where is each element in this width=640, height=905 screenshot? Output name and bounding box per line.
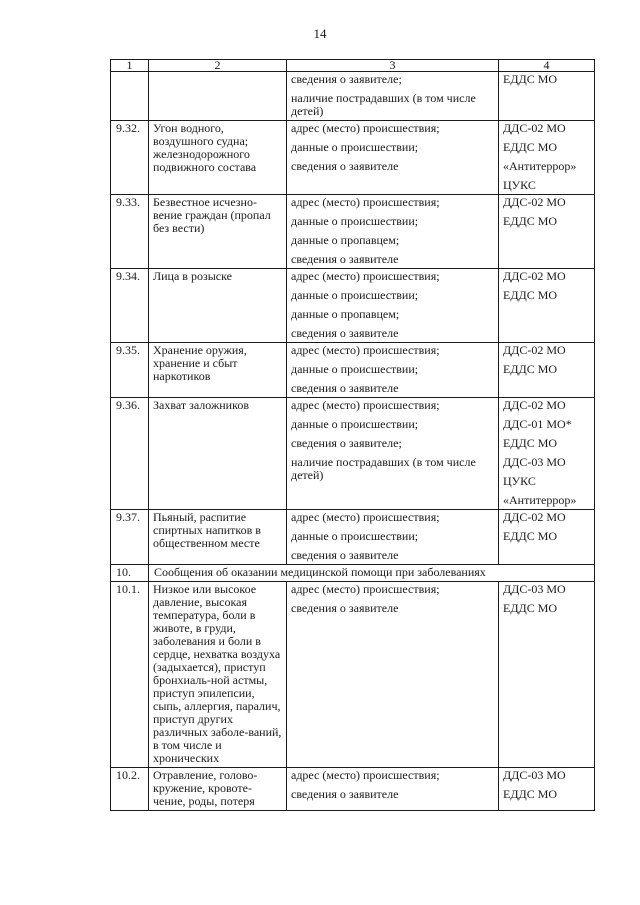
service-item: ДДС-03 МО [503, 455, 566, 469]
row-subject: Безвестное исчезно-вение граждан (пропал без вести) [149, 195, 287, 269]
info-item: адрес (место) происшествия; [291, 269, 440, 283]
header-col-3: 3 [287, 60, 499, 72]
info-item: сведения о заявителе [291, 381, 399, 395]
info-item: сведения о заявителе [291, 787, 399, 801]
row-number: 9.37. [111, 510, 149, 565]
row-number [111, 72, 149, 121]
row-info [287, 398, 499, 510]
info-item: наличие пострадавших (в том числе детей) [291, 455, 476, 482]
row-services [499, 72, 595, 121]
row-services [499, 269, 595, 343]
row-info [287, 72, 499, 121]
info-item: адрес (место) происшествия; [291, 768, 440, 782]
row-subject: Пьяный, распитие спиртных напитков в общественном месте [149, 510, 287, 565]
row-number: 10.1. [111, 582, 149, 768]
info-item: сведения о заявителе [291, 252, 399, 266]
row-number: 9.32. [111, 121, 149, 195]
row-info [287, 269, 499, 343]
row-subject: Захват заложников [149, 398, 287, 510]
info-item: сведения о заявителе [291, 326, 399, 340]
service-item: ЕДДС МО [503, 436, 558, 450]
service-item: ДДС-02 МО [503, 121, 566, 135]
table-row [111, 768, 595, 811]
table-row [111, 510, 595, 565]
row-subject [149, 72, 287, 121]
service-item: ДДС-02 МО [503, 398, 566, 412]
row-subject: Низкое или высокое давление, высокая температура, боли в животе, в груди, заболевания и боли в сердце, нехватка воздуха (задыхается), приступ бронхиаль-ной астмы, приступ эпилепсии, сыпь, аллергия, паралич, приступ других различных заболе-ваний, в том числе и хронических [149, 582, 287, 768]
info-item: сведения о заявителе; [291, 72, 402, 86]
table-row [111, 269, 595, 343]
row-number: 9.36. [111, 398, 149, 510]
service-item: ЦУКС [503, 474, 536, 488]
info-item: сведения о заявителе [291, 159, 399, 173]
table-row [111, 72, 595, 121]
page-number: 14 [313, 26, 327, 41]
service-item: ДДС-03 МО [503, 768, 566, 782]
table-body [111, 72, 595, 565]
info-item: адрес (место) происшествия; [291, 195, 440, 209]
service-item: ДДС-02 МО [503, 343, 566, 357]
header-col-4: 4 [499, 60, 595, 72]
row-number: 9.33. [111, 195, 149, 269]
section-number: 10. [111, 565, 149, 582]
service-item: ДДС-02 МО [503, 195, 566, 209]
service-item: ЕДДС МО [503, 72, 558, 86]
info-item: данные о пропавцем; [291, 233, 400, 247]
info-item: сведения о заявителе [291, 601, 399, 615]
row-services [499, 343, 595, 398]
service-item: ЕДДС МО [503, 362, 558, 376]
row-services [499, 768, 595, 811]
row-subject: Угон водного, воздушного судна; железнодорожного подвижного состава [149, 121, 287, 195]
services-table [110, 59, 595, 811]
row-info [287, 121, 499, 195]
info-item: данные о происшествии; [291, 417, 419, 431]
section-title: Сообщения об оказании медицинской помощи при заболеваниях [149, 565, 595, 582]
header-row [111, 60, 595, 72]
table-row [111, 582, 595, 768]
service-item: ЕДДС МО [503, 529, 558, 543]
row-subject: Хранение оружия, хранение и сбыт наркотиков [149, 343, 287, 398]
row-services [499, 510, 595, 565]
info-item: данные о происшествии; [291, 214, 419, 228]
service-item: ДДС-03 МО [503, 582, 566, 596]
info-item: сведения о заявителе [291, 548, 399, 562]
info-item: адрес (место) происшествия; [291, 121, 440, 135]
info-item: наличие пострадавших (в том числе детей) [291, 91, 476, 118]
row-services [499, 398, 595, 510]
table-row [111, 195, 595, 269]
row-services [499, 582, 595, 768]
row-services [499, 121, 595, 195]
row-subject: Лица в розыске [149, 269, 287, 343]
info-item: данные о происшествии; [291, 362, 419, 376]
info-item: данные о пропавцем; [291, 307, 400, 321]
row-info [287, 768, 499, 811]
info-item: данные о происшествии; [291, 140, 419, 154]
service-item: ЕДДС МО [503, 140, 558, 154]
section-row [111, 565, 595, 582]
row-subject: Отравление, голово-кружение, кровоте-чение, роды, потеря [149, 768, 287, 811]
service-item: ЦУКС [503, 178, 536, 192]
row-info [287, 582, 499, 768]
row-services [499, 195, 595, 269]
info-item: адрес (место) происшествия; [291, 582, 440, 596]
service-item: ЕДДС МО [503, 288, 558, 302]
row-number: 10.2. [111, 768, 149, 811]
service-item: ЕДДС МО [503, 787, 558, 801]
header-col-2: 2 [149, 60, 287, 72]
row-info [287, 510, 499, 565]
service-item: «Антитеррор» [503, 159, 577, 173]
info-item: адрес (место) происшествия; [291, 510, 440, 524]
service-item: ЕДДС МО [503, 214, 558, 228]
info-item: данные о происшествии; [291, 529, 419, 543]
header-col-1: 1 [111, 60, 149, 72]
info-item: сведения о заявителе; [291, 436, 402, 450]
row-info [287, 195, 499, 269]
service-item: ЕДДС МО [503, 601, 558, 615]
service-item: ДДС-01 МО* [503, 417, 572, 431]
service-item: ДДС-02 МО [503, 510, 566, 524]
service-item: «Антитеррор» [503, 493, 577, 507]
row-number: 9.34. [111, 269, 149, 343]
table-row [111, 398, 595, 510]
info-item: адрес (место) происшествия; [291, 398, 440, 412]
table-row [111, 343, 595, 398]
row-info [287, 343, 499, 398]
info-item: адрес (место) происшествия; [291, 343, 440, 357]
table-body-2 [111, 582, 595, 811]
service-item: ДДС-02 МО [503, 269, 566, 283]
row-number: 9.35. [111, 343, 149, 398]
table-row [111, 121, 595, 195]
info-item: данные о происшествии; [291, 288, 419, 302]
